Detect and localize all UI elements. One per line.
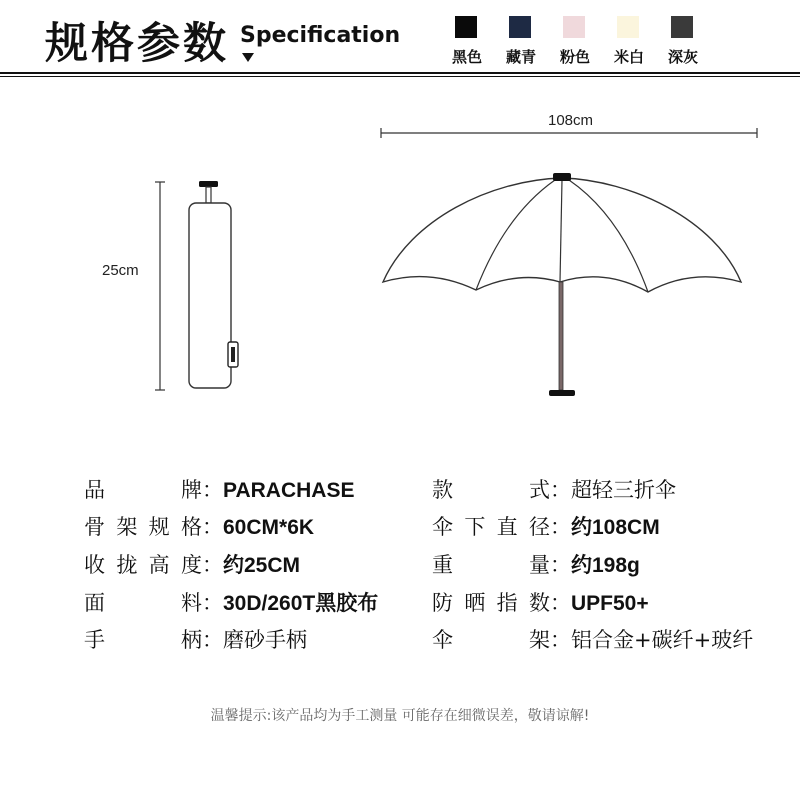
umbrella-tip: [553, 173, 571, 181]
spec-label: 骨架规格: [84, 515, 202, 539]
spec-label: 款式: [432, 478, 550, 502]
spec-label: 收拢高度: [84, 553, 202, 577]
open-umbrella-diagram: [381, 112, 757, 396]
spec-colon: ：: [202, 553, 223, 577]
folded-umbrella-body: [189, 203, 231, 388]
color-name: 藏青: [505, 48, 536, 66]
open-diameter-label: 108cm: [548, 112, 594, 129]
folded-length-label: 25cm: [102, 262, 139, 279]
spec-colon: ：: [550, 515, 571, 539]
color-name: 深灰: [667, 48, 698, 66]
spec-label: 品牌: [84, 478, 202, 502]
spec-value: 30D/260T黑胶布: [223, 592, 379, 615]
spec-colon: ：: [550, 553, 571, 577]
spec-value: PARACHASE: [223, 479, 355, 502]
spec-value: 60CM*6K: [223, 516, 315, 539]
spec-brand: [84, 476, 354, 504]
spec-upf: [432, 589, 649, 617]
spec-label: 面料: [84, 591, 202, 615]
spec-value: 超轻三折伞: [571, 478, 676, 502]
spec-label: 重量: [432, 553, 550, 577]
spec-colon: ：: [202, 628, 223, 652]
umbrella-shaft: [559, 282, 563, 390]
spec-style: [432, 476, 676, 504]
spec-handle: [84, 626, 307, 654]
umbrella-handle: [549, 390, 575, 396]
folded-handle-top: [199, 181, 218, 187]
spec-rib-material: [432, 626, 753, 654]
spec-colon: ：: [202, 591, 223, 615]
spec-value: 铝合金+碳纤+玻纤: [571, 628, 754, 652]
spec-label: 手柄: [84, 628, 202, 652]
spec-colon: ：: [202, 515, 223, 539]
spec-value: 约198g: [571, 554, 640, 577]
color-name: 粉色: [559, 48, 590, 66]
folded-umbrella-diagram: [102, 181, 238, 390]
color-name: 黑色: [451, 48, 482, 66]
spec-folded-height: [84, 551, 300, 579]
spec-colon: ：: [550, 591, 571, 615]
spec-weight: [432, 551, 640, 579]
spec-frame: [84, 513, 314, 541]
spec-label: 防晒指数: [432, 591, 550, 615]
spec-colon: ：: [202, 478, 223, 502]
spec-fabric: [84, 589, 378, 617]
page-title: 规格参数: [45, 19, 229, 69]
spec-value: UPF50+: [571, 592, 649, 615]
spec-value: 约25CM: [223, 554, 301, 577]
spec-label: 伞架: [432, 628, 550, 652]
spec-colon: ：: [550, 478, 571, 502]
measurement-disclaimer: 温馨提示:该产品均为手工测量 可能存在细微误差，敬请谅解!: [210, 708, 590, 724]
spec-colon: ：: [550, 628, 571, 652]
spec-diameter: [432, 513, 660, 541]
color-name: 米白: [613, 48, 644, 66]
spec-value: 磨砂手柄: [223, 628, 307, 652]
page-subtitle: Specification: [240, 23, 401, 48]
spec-label: 伞下直径: [432, 515, 550, 539]
spec-value: 约108CM: [571, 516, 660, 539]
